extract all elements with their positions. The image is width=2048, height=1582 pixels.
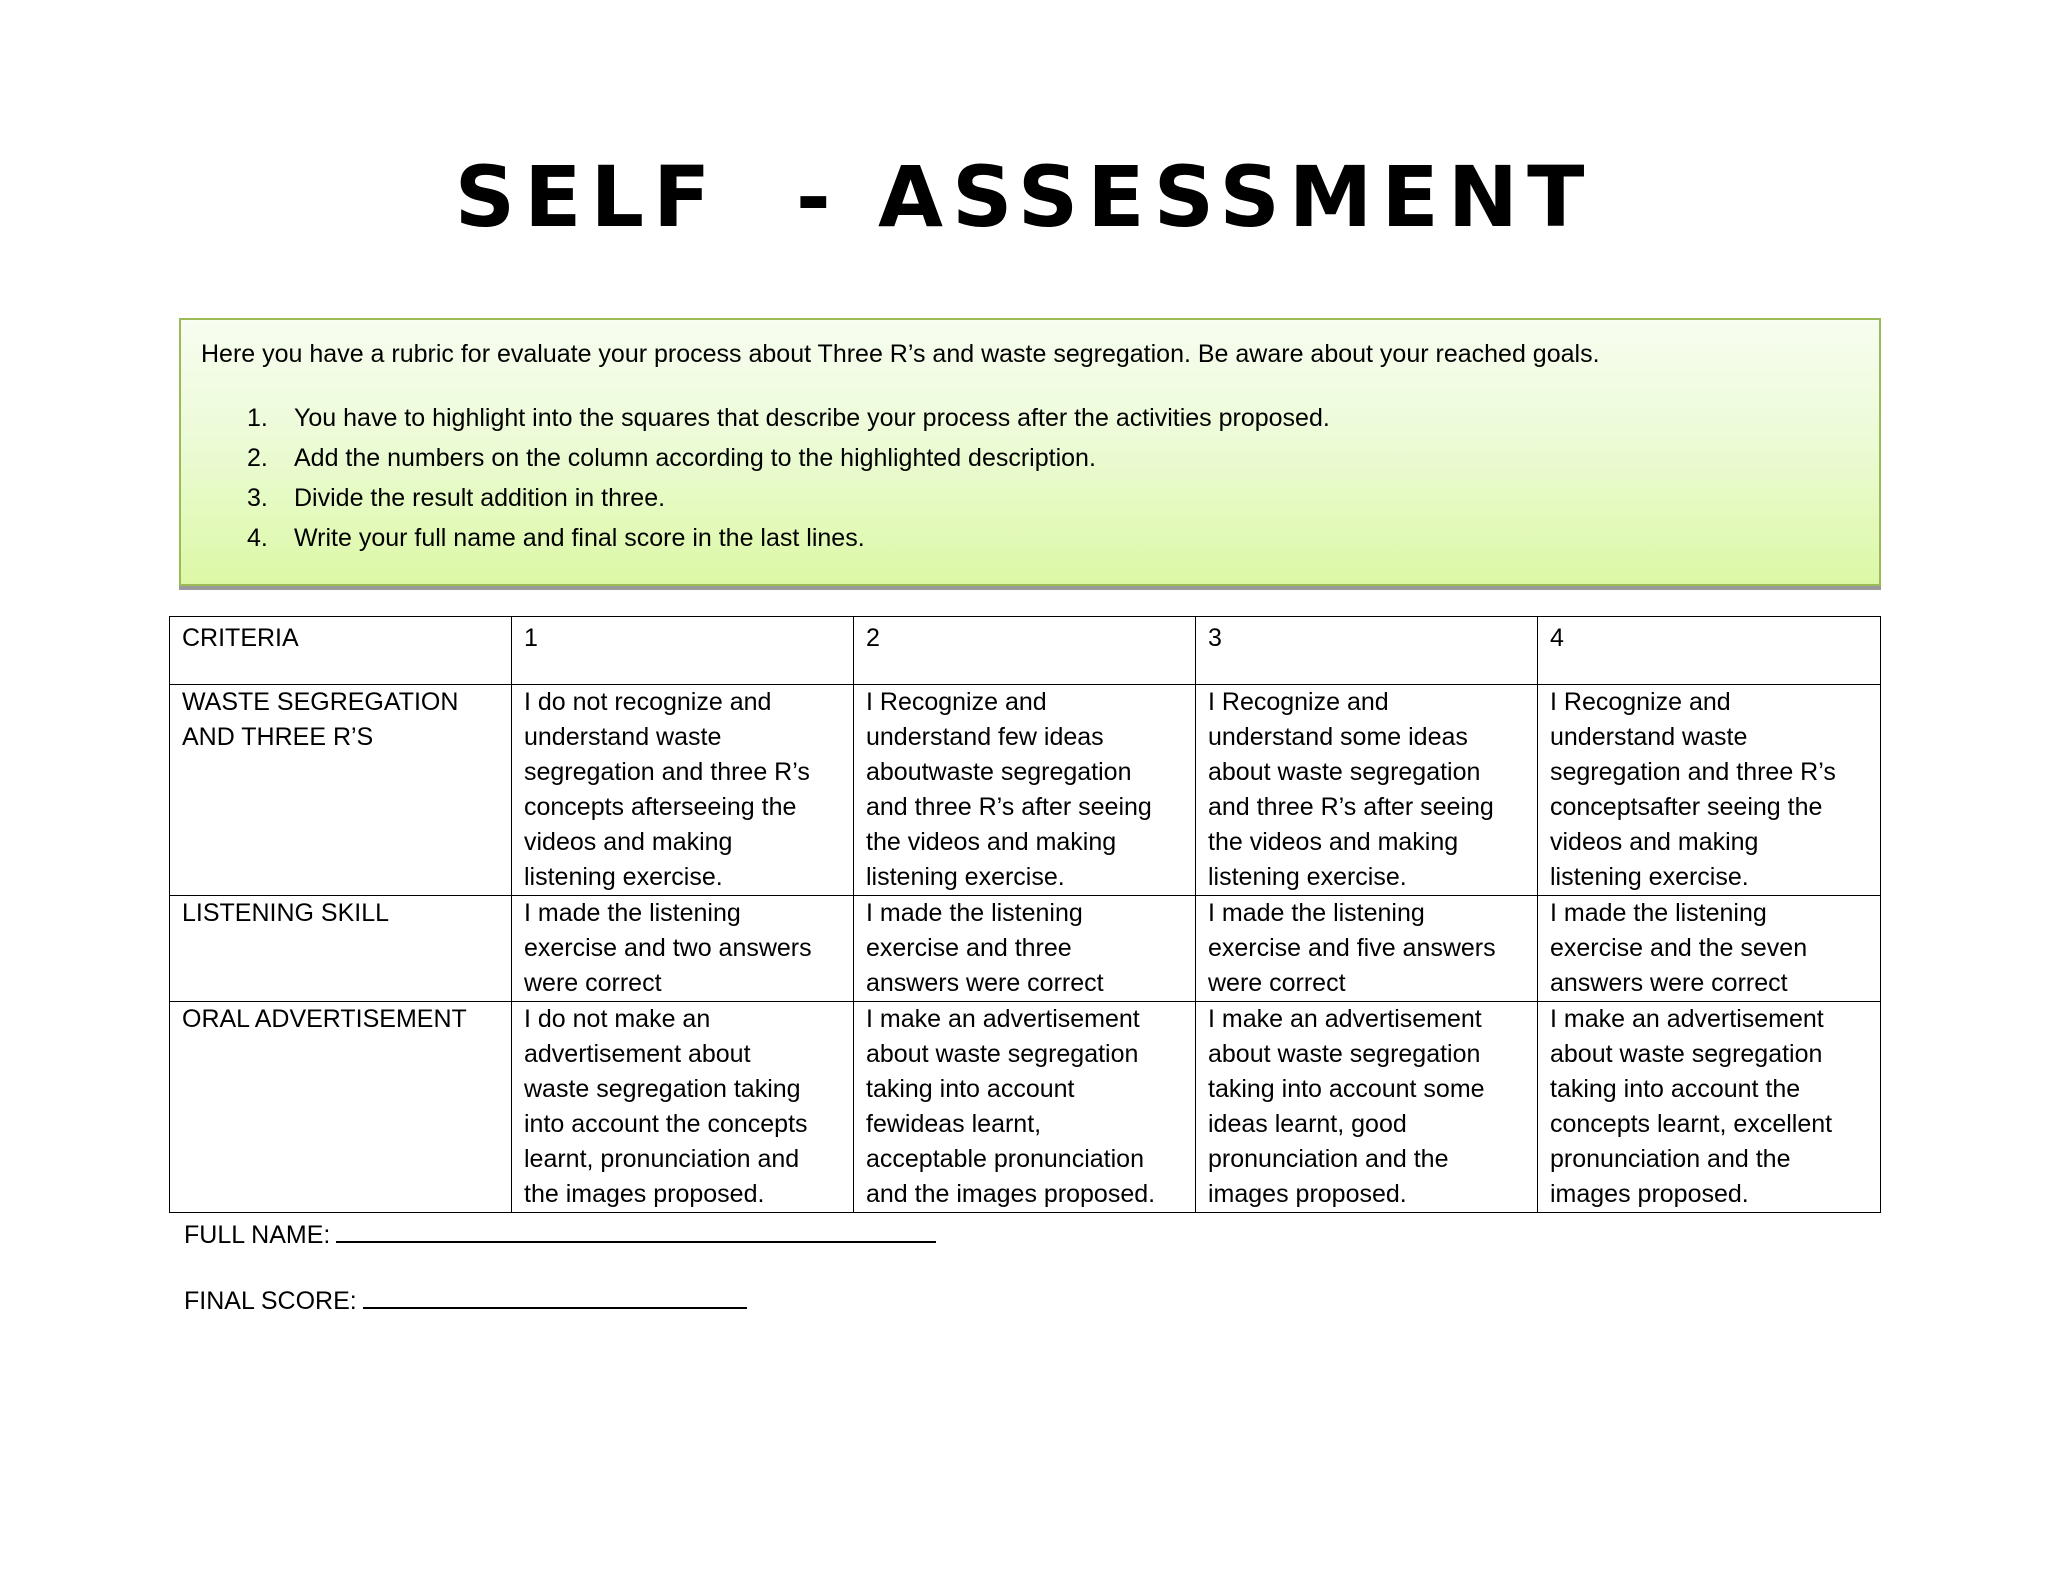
cell-text-line: exercise and three (866, 934, 1072, 962)
cell-text-line: and three R’s after seeing (866, 793, 1152, 821)
criteria-cell[interactable] (170, 1002, 512, 1213)
cell-text-line: I Recognize and (1550, 688, 1731, 716)
final-score-label: FINAL SCORE: (184, 1287, 357, 1315)
cell-text-line: videos and making (1550, 828, 1759, 856)
cell-text-line: acceptable pronunciation (866, 1145, 1144, 1173)
cell-text-line: ideas learnt, good (1208, 1110, 1407, 1138)
cell-text-line: fewideas learnt, (866, 1110, 1042, 1138)
cell-text-line: segregation and three R’s (524, 758, 810, 786)
instruction-step (201, 518, 1859, 558)
cell-text-line: the images proposed. (524, 1180, 765, 1208)
cell-text-line: images proposed. (1550, 1180, 1749, 1208)
header-score-2: 2 (854, 617, 1196, 685)
cell-text-line: I make an advertisement (1208, 1005, 1482, 1033)
cell-text-line: were correct (524, 969, 662, 997)
instruction-step (201, 478, 1859, 518)
cell-text-line: exercise and the seven (1550, 934, 1808, 962)
cell-text-line: segregation and three R’s (1550, 758, 1836, 786)
cell-text-line: I made the listening (1208, 899, 1425, 927)
final-score-field (184, 1283, 747, 1319)
cell-text-line: into account the concepts (524, 1110, 808, 1138)
cell-text-line: videos and making (524, 828, 733, 856)
cell-text-line: exercise and two answers (524, 934, 812, 962)
criteria-line: LISTENING SKILL (182, 899, 390, 927)
instructions-list (201, 398, 1859, 558)
cell-text-line: about waste segregation (866, 1040, 1139, 1068)
row-listening-skill (170, 896, 1881, 1002)
cell-text-line: answers were correct (1550, 969, 1788, 997)
cell-text-line: about waste segregation (1208, 1040, 1481, 1068)
rubric-cell-score-1[interactable] (512, 1002, 854, 1213)
cell-text-line: conceptsafter seeing the (1550, 793, 1823, 821)
cell-text-line: the videos and making (1208, 828, 1459, 856)
full-name-blank-line[interactable] (336, 1217, 936, 1243)
criteria-line: ORAL ADVERTISEMENT (182, 1005, 467, 1033)
step-text: Write your full name and final score in the last lines. (294, 524, 865, 552)
cell-text-line: concepts afterseeing the (524, 793, 797, 821)
cell-text-line: and the images proposed. (866, 1180, 1156, 1208)
rubric-cell-score-4[interactable] (1538, 685, 1881, 896)
cell-text-line: images proposed. (1208, 1180, 1407, 1208)
instruction-step (201, 398, 1859, 438)
cell-text-line: listening exercise. (1550, 863, 1749, 891)
rubric-header-row (170, 617, 1881, 685)
rubric-cell-score-1[interactable] (512, 896, 854, 1002)
cell-text-line: pronunciation and the (1550, 1145, 1791, 1173)
cell-text-line: I made the listening (1550, 899, 1767, 927)
cell-text-line: about waste segregation (1550, 1040, 1823, 1068)
cell-text-line: I make an advertisement (866, 1005, 1140, 1033)
full-name-label: FULL NAME: (184, 1221, 331, 1249)
cell-text-line: pronunciation and the (1208, 1145, 1449, 1173)
step-text: Add the numbers on the column according to the highlighted description. (294, 444, 1096, 472)
rubric-cell-score-4[interactable] (1538, 896, 1881, 1002)
rubric-cell-score-1[interactable] (512, 685, 854, 896)
header-score-4: 4 (1538, 617, 1881, 685)
cell-text-line: listening exercise. (866, 863, 1065, 891)
rubric-cell-score-3[interactable] (1196, 685, 1538, 896)
cell-text-line: I Recognize and (1208, 688, 1389, 716)
cell-text-line: exercise and five answers (1208, 934, 1496, 962)
cell-text-line: concepts learnt, excellent (1550, 1110, 1833, 1138)
cell-text-line: taking into account the (1550, 1075, 1801, 1103)
cell-text-line: I do not recognize and (524, 688, 772, 716)
criteria-cell[interactable] (170, 896, 512, 1002)
row-waste-segregation (170, 685, 1881, 896)
instructions-box (179, 318, 1881, 586)
rubric-cell-score-3[interactable] (1196, 1002, 1538, 1213)
cell-text-line: taking into account (866, 1075, 1075, 1103)
instruction-step (201, 438, 1859, 478)
full-name-field (184, 1217, 936, 1253)
row-oral-advertisement (170, 1002, 1881, 1213)
criteria-cell[interactable] (170, 685, 512, 896)
criteria-line: WASTE SEGREGATION (182, 688, 459, 716)
cell-text-line: I made the listening (866, 899, 1083, 927)
header-score-3: 3 (1196, 617, 1538, 685)
cell-text-line: I make an advertisement (1550, 1005, 1824, 1033)
cell-text-line: and three R’s after seeing (1208, 793, 1494, 821)
cell-text-line: answers were correct (866, 969, 1104, 997)
step-number: 4. (247, 524, 268, 552)
criteria-line: AND THREE R’S (182, 723, 374, 751)
rubric-cell-score-2[interactable] (854, 1002, 1196, 1213)
cell-text-line: the videos and making (866, 828, 1117, 856)
page-title: SELF - ASSESSMENT (454, 148, 1594, 246)
cell-text-line: I made the listening (524, 899, 741, 927)
cell-text-line: learnt, pronunciation and (524, 1145, 800, 1173)
header-score-1: 1 (512, 617, 854, 685)
rubric-cell-score-3[interactable] (1196, 896, 1538, 1002)
cell-text-line: waste segregation taking (524, 1075, 801, 1103)
cell-text-line: listening exercise. (524, 863, 723, 891)
step-text: Divide the result addition in three. (294, 484, 666, 512)
rubric-cell-score-4[interactable] (1538, 1002, 1881, 1213)
cell-text-line: understand waste (1550, 723, 1748, 751)
rubric-body (170, 685, 1881, 1213)
rubric-cell-score-2[interactable] (854, 685, 1196, 896)
cell-text-line: about waste segregation (1208, 758, 1481, 786)
step-number: 1. (247, 404, 268, 432)
cell-text-line: aboutwaste segregation (866, 758, 1132, 786)
cell-text-line: understand some ideas (1208, 723, 1468, 751)
instructions-intro: Here you have a rubric for evaluate your process about Three R’s and waste segregation. Be aware about your reached goals. (201, 340, 1600, 368)
cell-text-line: listening exercise. (1208, 863, 1407, 891)
final-score-blank-line[interactable] (363, 1283, 747, 1309)
step-number: 2. (247, 444, 268, 472)
rubric-cell-score-2[interactable] (854, 896, 1196, 1002)
rubric-table (169, 616, 1881, 1213)
cell-text-line: advertisement about (524, 1040, 751, 1068)
step-number: 3. (247, 484, 268, 512)
step-text: You have to highlight into the squares that describe your process after the activities proposed. (294, 404, 1330, 432)
cell-text-line: taking into account some (1208, 1075, 1485, 1103)
cell-text-line: I do not make an (524, 1005, 711, 1033)
cell-text-line: I Recognize and (866, 688, 1047, 716)
cell-text-line: understand few ideas (866, 723, 1104, 751)
header-criteria: CRITERIA (170, 617, 512, 685)
cell-text-line: understand waste (524, 723, 722, 751)
cell-text-line: were correct (1208, 969, 1346, 997)
